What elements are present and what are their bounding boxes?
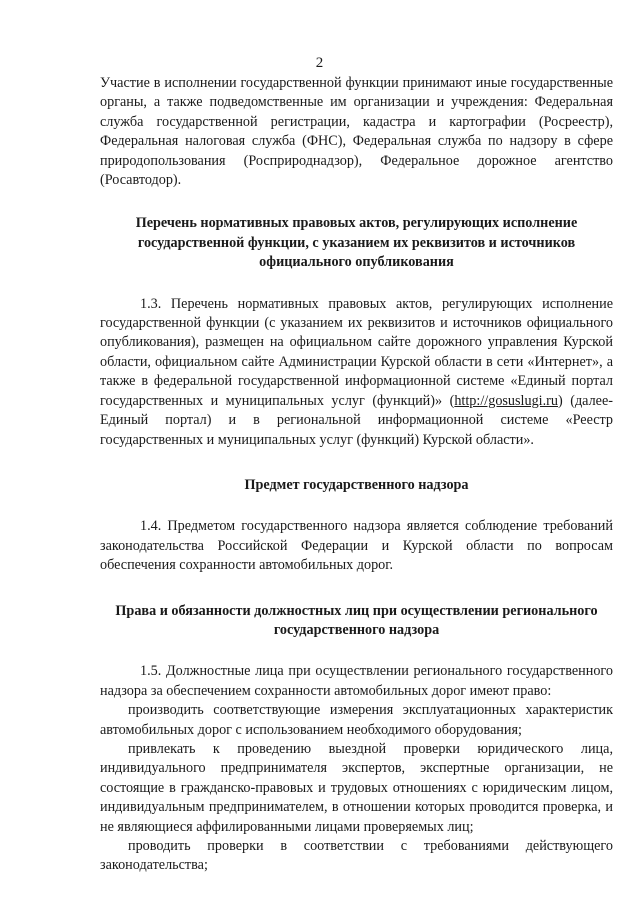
subject-heading: Предмет государственного надзора (244, 476, 469, 493)
rights-heading: Права и обязанности должностных лиц при осуществлении регионального государственного надзора (115, 602, 598, 638)
legal-acts-paragraph (100, 295, 613, 450)
gosuslugi-link[interactable]: http://gosuslugi.ru (454, 392, 558, 409)
document-body (100, 74, 613, 876)
subject-paragraph: 1.4. Предметом государственного надзора является соблюдение требований законодательства Российской Федерации и Курской области по вопросам обеспечения сохранности автомобильных дорог. (100, 518, 613, 574)
page-number: 2 (315, 55, 324, 71)
intro-paragraph: Участие в исполнении государственной функции принимают иные государственные органы, а также подведомственные им организации и учреждения: Федеральная служба государственной регистрации, кадастра и картографии (Росреестр), Федеральная налоговая служба (ФНС), Федеральная служба по надзору в сфере природопользования (Росприроднадзор), Федеральное дорожное агентство (Росавтодор). (100, 75, 613, 189)
legal-acts-heading: Перечень нормативных правовых актов, регулирующих исполнение государственной функции, с указанием их реквизитов и источников официального опубликования (135, 215, 578, 271)
rights-list-item: производить соответствующие измерения эксплуатационных характеристик автомобильных дорог с использованием необходимого оборудования; (100, 702, 613, 738)
legal-acts-text-before-link: 1.3. Перечень нормативных правовых актов, регулирующих исполнение государственной функции (с указанием их реквизитов и источников официального опубликования), размещен на официальном сайте дорожного управления Курской области, официальном сайте Администрации Курской области в сети «Интернет», а также в федеральной государственной информационной системе «Единый портал государственных и муниципальных услуг (функций)» ( (100, 295, 613, 409)
rights-list-item: привлекать к проведению выездной проверки юридического лица, индивидуального предпринимателя экспертов, экспертные организации, не состоящие в гражданско-правовых и трудовых отношениях с юридическим лицом, индивидуальным предпринимателем, в отношении которых проводится проверка, и не являющиеся аффилированными лицами проверяемых лиц; (100, 740, 613, 835)
rights-intro-paragraph: 1.5. Должностные лица при осуществлении регионального государственного надзора за обеспечением сохранности автомобильных дорог имеют право: (100, 663, 613, 699)
rights-list-item: проводить проверки в соответствии с требованиями действующего законодательства; (100, 838, 613, 874)
legal-acts-text-after-link: ) (далее-Единый портал) и в региональной информационной системе «Реестр государственных и муниципальных услуг (функций) Курской области». (100, 392, 613, 448)
